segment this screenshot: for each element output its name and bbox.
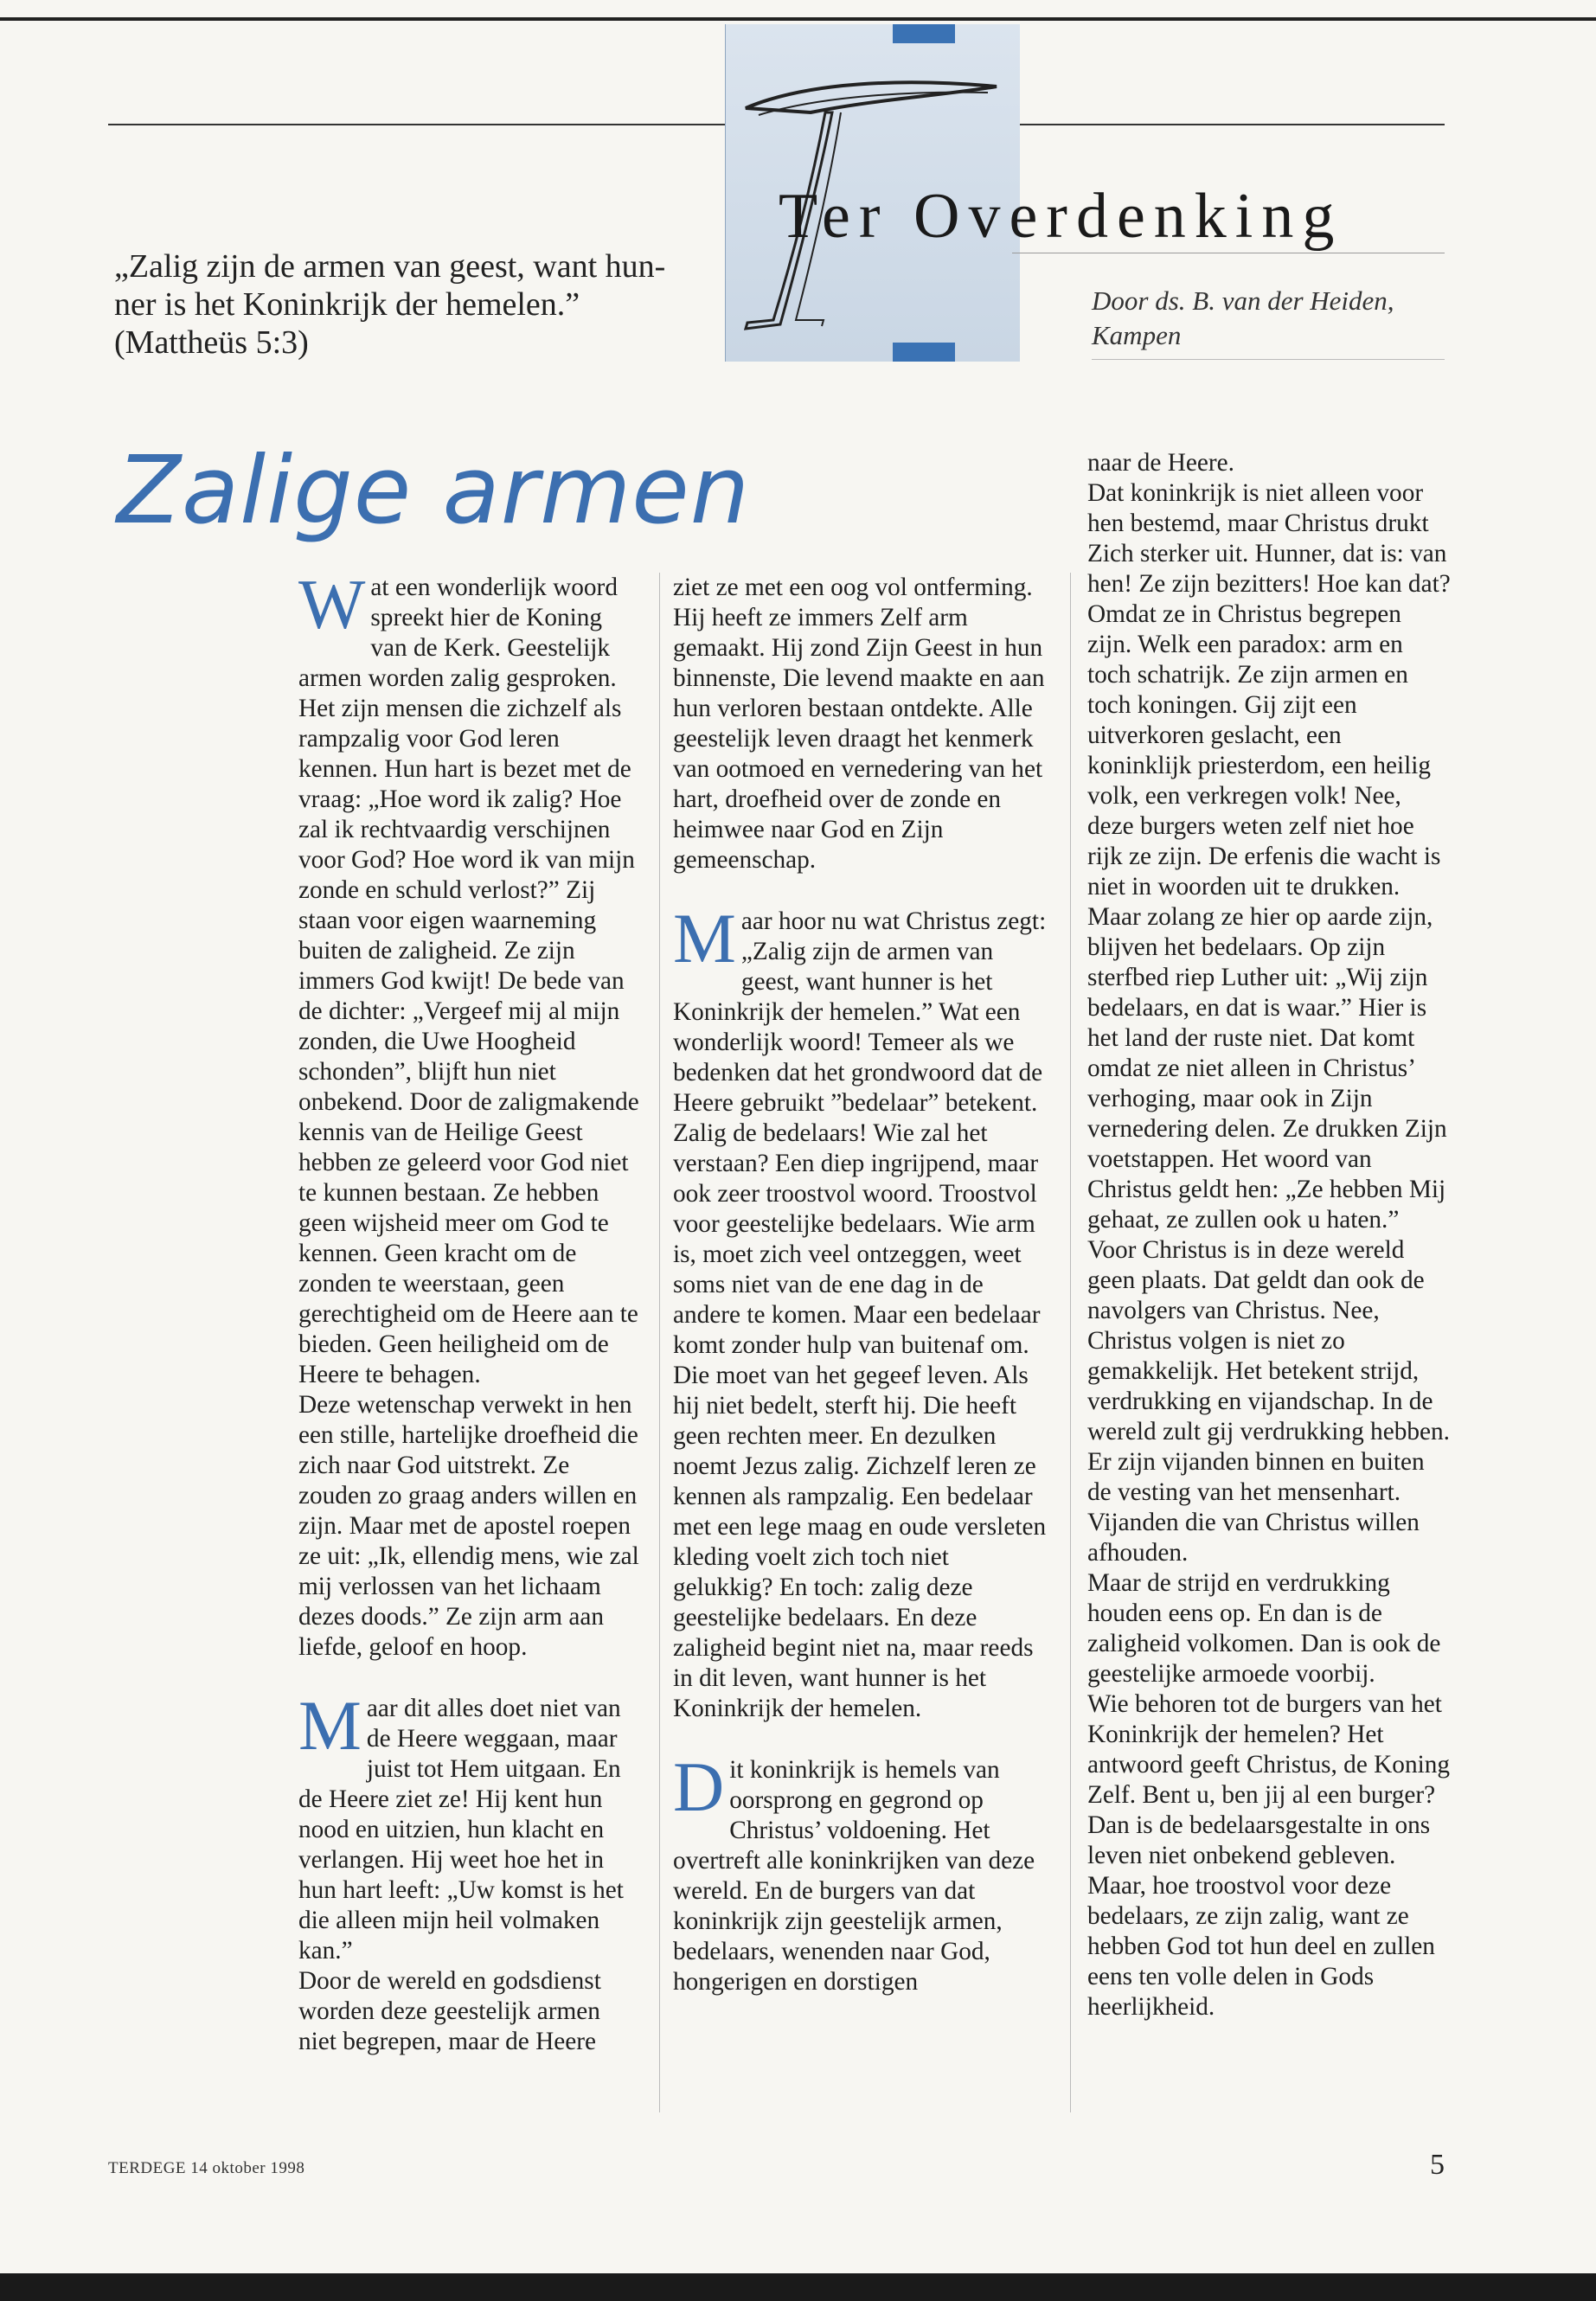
header-rule-left: [108, 124, 731, 125]
drop-cap: W: [298, 565, 366, 644]
text-column-1: [298, 565, 644, 2057]
header-rule-right: [1012, 124, 1445, 125]
paragraph-text: Door de wereld en godsdienst worden deze geestelijk armen niet begrepen, maar de Heere: [298, 1967, 601, 2055]
paragraph: [298, 1966, 644, 2057]
paragraph: [298, 1686, 644, 1966]
paragraph: [1087, 448, 1451, 478]
paragraph-text: aar hoor nu wat Christus zegt: „Zalig zijn de armen van geest, want hunner is het Koninkrijk der hemelen.” Wat een wonderlijk woord! Temeer als we bedenken dat het grondwoord dat de Heere gebruikt ”bedelaar” betekent. Zalig de bedelaars! Wie zal het verstaan? Een diep ingrijpend, maar ook zeer troostvol woord. Troostvol voor geestelijke bedelaars. Wie arm is, moet zich veel ontzeggen, weet soms niet van de ene dag in de andere te komen. Maar een bedelaar komt zonder hulp van buitenaf om. Die moet van het gegeef leven. Als hij niet bedelt, sterft hij. Die heeft geen rechten meer. En dezulken noemt Jezus zalig. Zichzelf leren ze kennen als rampzalig. Een bedelaar met een lege maag en oude versleten kleding voelt zich toch niet gelukkig? En toch: zalig deze geestelijke bedelaars. En deze zaligheid begint niet na, maar reeds in dit leven, want hunner is het Koninkrijk der hemelen.: [673, 907, 1047, 1722]
paragraph: [673, 573, 1054, 875]
author-line: Door ds. B. van der Heiden,: [1092, 285, 1394, 316]
drop-cap: M: [673, 899, 736, 977]
paragraph-text: Dat koninkrijk is niet alleen voor hen bestemd, maar Christus drukt Zich sterker uit. Hunner, dat is: van hen! Ze zijn bezitters! Hoe kan dat? Omdat ze in Christus begrepen zijn. Welk een paradox: arm en toch schatrijk. Ze zijn armen en toch koningen. Gij zijt een uitverkoren geslacht, een koninklijk priesterdom, een heilig volk, een verkregen volk! Nee, deze burgers weten zelf niet hoe rijk ze zijn. De erfenis die wacht is niet in woorden uit te drukken.: [1087, 479, 1451, 901]
paragraph-text: aar dit alles doet niet van de Heere weggaan, maar juist tot Hem uitgaan. En de Heere ziet ze! Hij kent hun nood en uitzien, hun klacht en verlangen. Hij weet hoe het in hun hart leeft: „Uw komst is het die alleen mijn heil volmaken kan.”: [298, 1695, 624, 1965]
paragraph: [1087, 902, 1451, 1568]
page-number: 5: [1430, 2149, 1445, 2181]
quote-line: ner is het Koninkrijk der hemelen.”: [114, 286, 580, 323]
author-byline: [1092, 284, 1394, 353]
paragraph: [1087, 478, 1451, 902]
drop-cap: M: [298, 1686, 362, 1765]
publication-footer: TERDEGE 14 oktober 1998: [108, 2159, 305, 2177]
logo-bar-top: [893, 24, 955, 43]
paragraph-text: ziet ze met een oog vol ontferming. Hij heeft ze immers Zelf arm gemaakt. Hij zond Zijn Geest in hun binnenste, Die levend maakte en aan hun verloren bestaan ontdekte. Alle geestelijk leven draagt het kenmerk van ootmoed en vernedering van het hart, droefheid over de zonde en heimwee naar God en Zijn gemeenschap.: [673, 574, 1045, 874]
column-divider: [1070, 573, 1071, 2112]
top-border: [0, 17, 1596, 21]
text-column-2: [673, 573, 1054, 1997]
paragraph-text: at een wonderlijk woord spreekt hier de Koning van de Kerk. Geestelijk armen worden zalig gesproken. Het zijn mensen die zichzelf als rampzalig voor God leren kennen. Hun hart is bezet met de vraag: „Hoe word ik zalig? Hoe zal ik rechtvaardig verschijnen voor God? Hoe word ik van mijn zonde en schuld verlost?” Zij staan voor eigen waarneming buiten de zaligheid. Ze zijn immers God kwijt! De bede van de dichter: „Vergeef mij al mijn zonden, die Uwe Hoogheid schonden”, blijft hun niet onbekend. Door de zaligmakende kennis van de Heilige Geest hebben ze geleerd voor God niet te kunnen bestaan. Ze hebben geen wijsheid meer om God te kennen. Geen kracht om de zonden te weerstaan, geen gerechtigheid om de Heere aan te bieden. Geen heiligheid om de Heere te behagen.: [298, 574, 639, 1388]
column-divider: [659, 573, 660, 2112]
paragraph: [673, 899, 1054, 1724]
byline-rule-bottom: [1092, 359, 1445, 360]
paragraph-text: Wie behoren tot de burgers van het Koninkrijk der hemelen? Het antwoord geeft Christus, de Koning Zelf. Bent u, ben jij al een burger? Dan is de bedelaarsgestalte in ons leven niet onbekend gebleven. Maar, hoe troostvol voor deze bedelaars, ze zijn zalig, want ze hebben God tot hun deel en zullen eens ten volle delen in Gods heerlijkheid.: [1087, 1690, 1451, 2021]
text-column-3: [1087, 448, 1451, 2022]
section-title: Ter Overdenking: [779, 181, 1343, 252]
paragraph: [673, 1747, 1054, 1997]
paragraph: [298, 1390, 644, 1663]
quote-reference: (Mattheüs 5:3): [114, 324, 309, 361]
paragraph: [298, 565, 644, 1390]
paragraph-text: Maar de strijd en verdrukking houden eens op. En dan is de zaligheid volkomen. Dan is ook de geestelijke armoede voorbij.: [1087, 1569, 1441, 1688]
article-headline: Zalige armen: [117, 437, 751, 545]
paragraph: [1087, 1689, 1451, 2022]
bottom-border: [0, 2273, 1596, 2301]
paragraph-text: it koninkrijk is hemels van oorsprong en gegrond op Christus’ voldoening. Het overtreft alle koninkrijken van deze wereld. En de burgers van dat koninkrijk zijn geestelijk armen, bedelaars, wenenden naar God, hongerigen en dorstigen: [673, 1756, 1035, 1996]
scripture-quote: [114, 247, 685, 362]
paragraph-text: Deze wetenschap verwekt in hen een stille, hartelijke droefheid die zich naar God uitstrekt. Ze zouden zo graag anders willen en zijn. Maar met de apostel roepen ze uit: „Ik, ellendig mens, wie zal mij verlossen van het lichaam dezes doods.” Ze zijn arm aan liefde, geloof en hoop.: [298, 1391, 639, 1661]
author-location: Kampen: [1092, 320, 1182, 350]
paragraph-text: naar de Heere.: [1087, 449, 1234, 477]
drop-cap: D: [673, 1747, 725, 1826]
quote-line: „Zalig zijn de armen van geest, want hun-: [114, 248, 666, 285]
paragraph-text: Maar zolang ze hier op aarde zijn, blijven het bedelaars. Op zijn sterfbed riep Luther uit: „Wij zijn bedelaars, en dat is waar.” Hier is het land der ruste niet. Dat komt omdat ze niet alleen in Christus’ verhoging, maar ook in Zijn vernedering delen. Ze drukken Zijn voetstappen. Het woord van Christus geldt hen: „Ze hebben Mij gehaat, ze zullen ook u haten.” Voor Christus is in deze wereld geen plaats. Dat geldt dan ook de navolgers van Christus. Nee, Christus volgen is niet zo gemakkelijk. Het betekent strijd, verdrukking en vijandschap. In de wereld zult gij verdrukking hebben. Er zijn vijanden binnen en buiten de vesting van het mensenhart. Vijanden die van Christus willen afhouden.: [1087, 903, 1450, 1567]
paragraph: [1087, 1568, 1451, 1689]
